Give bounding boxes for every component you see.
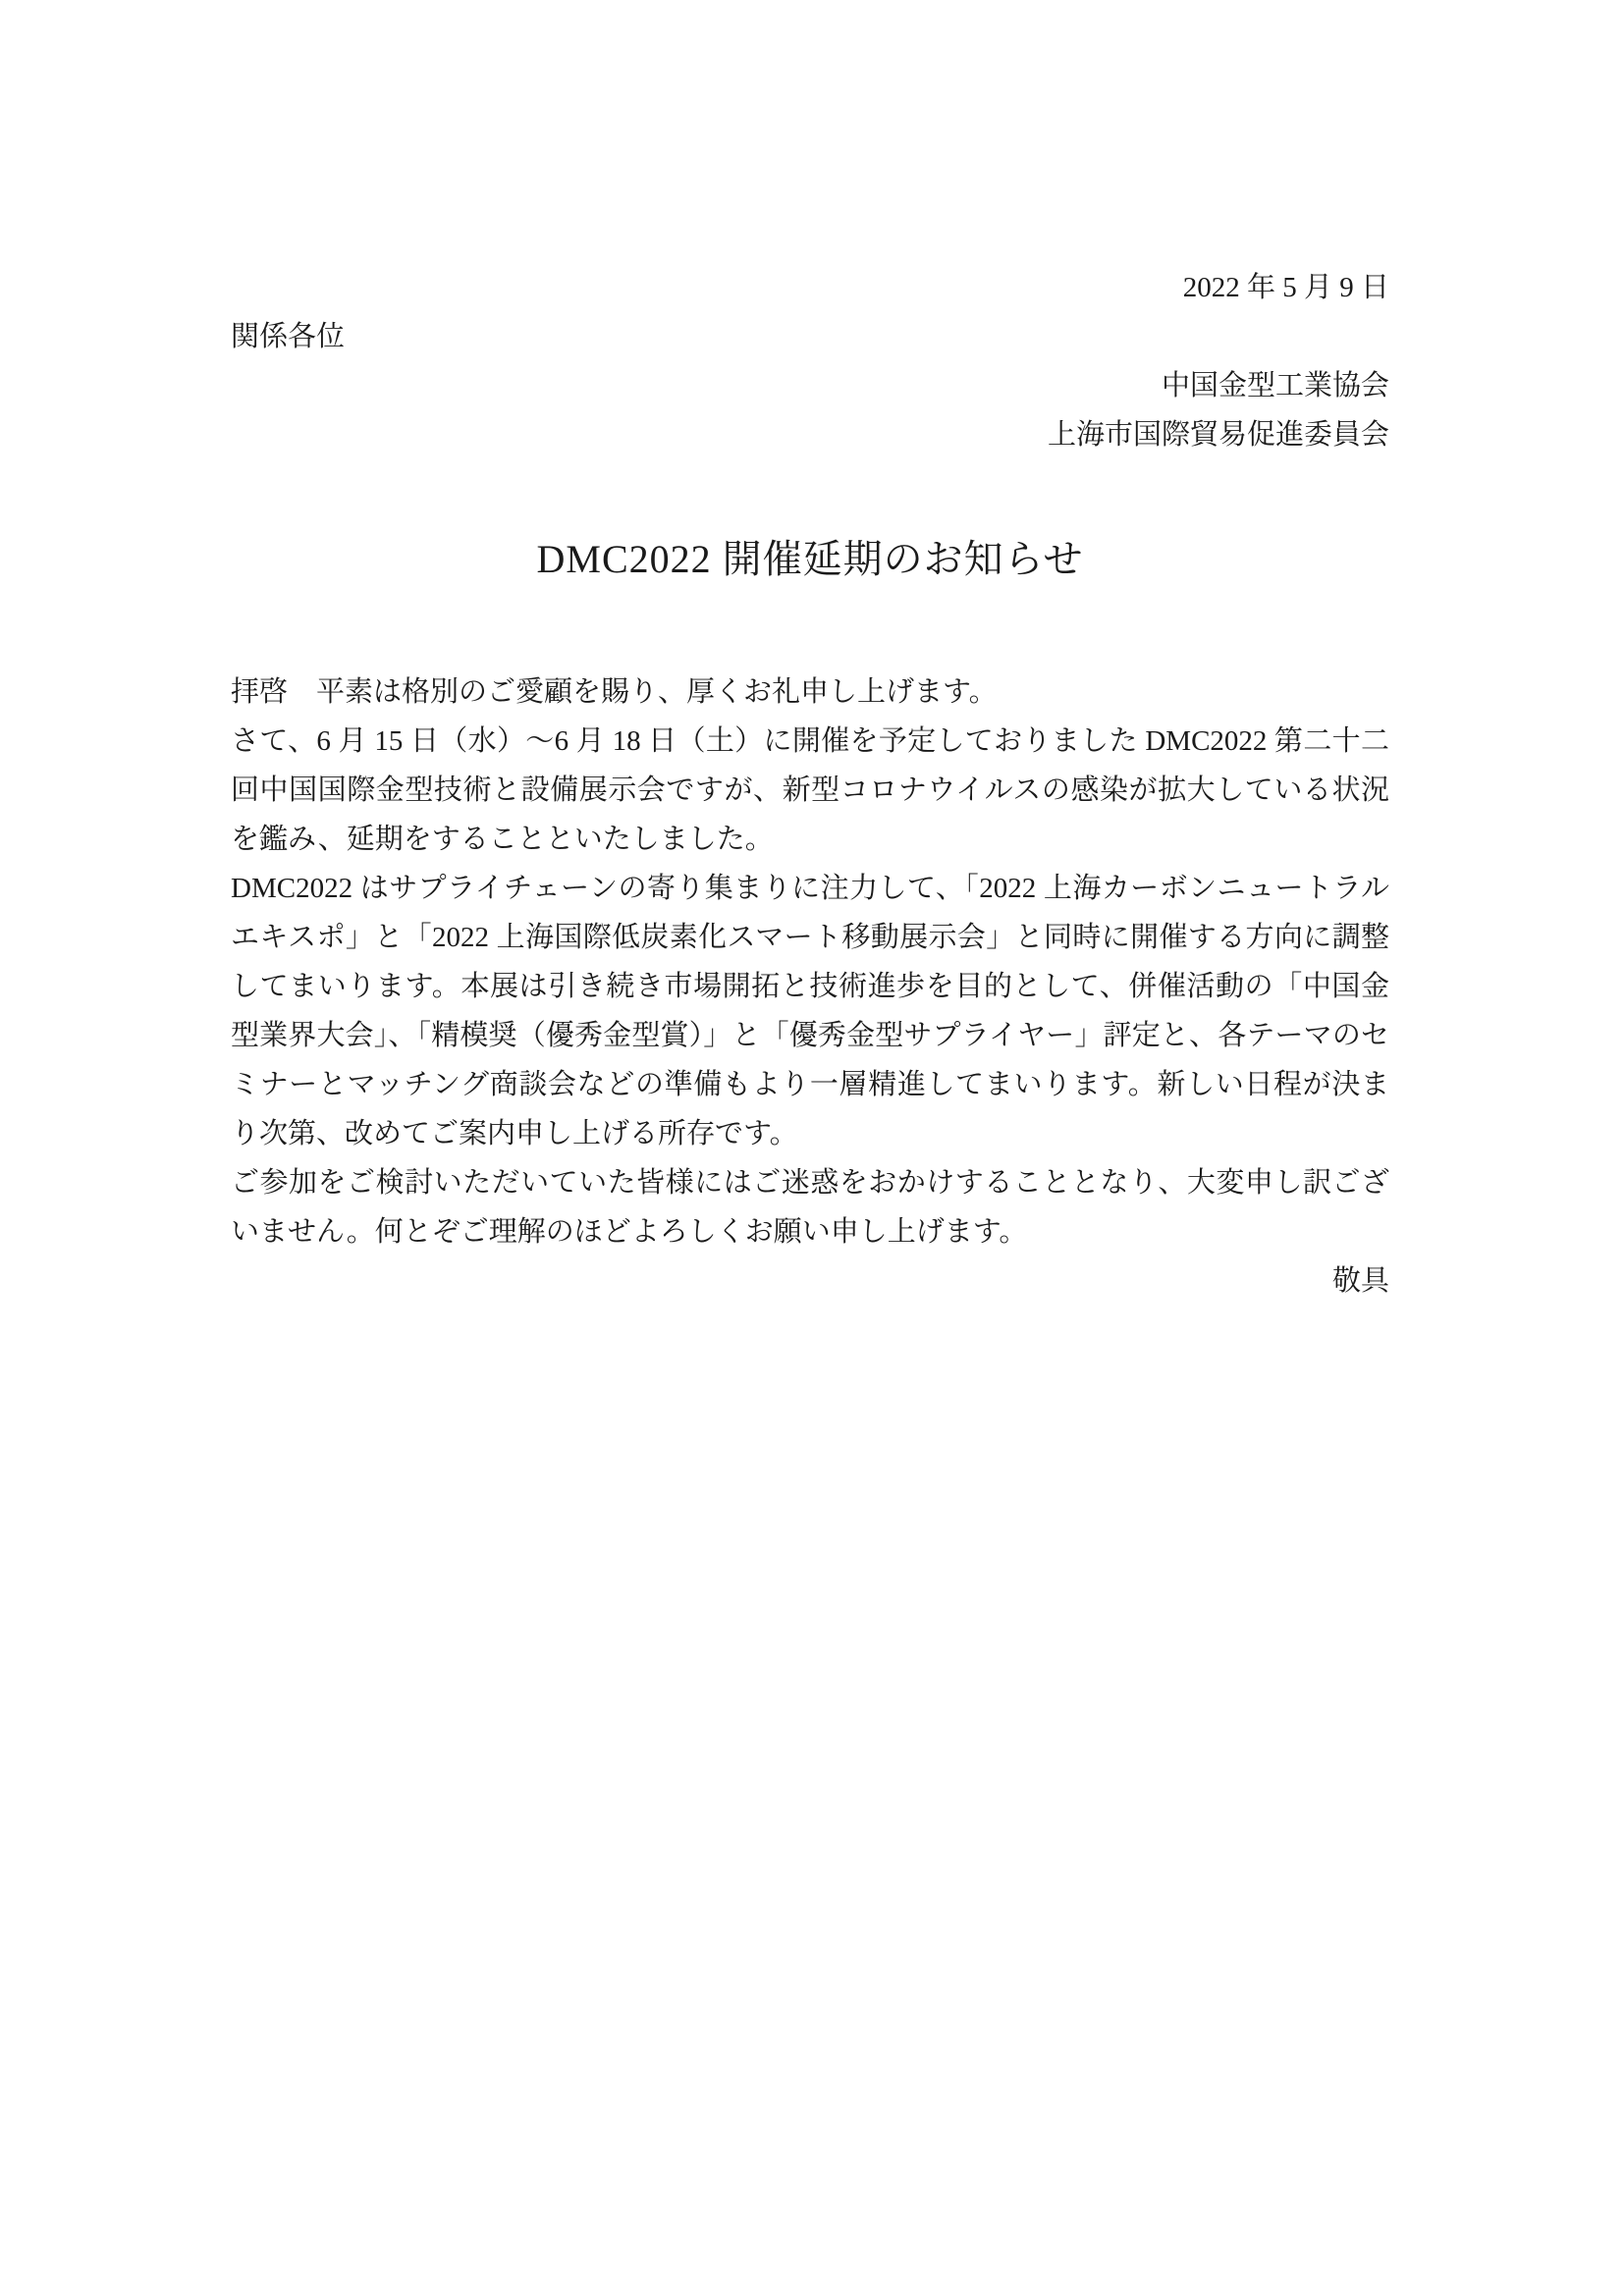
- paragraph-greeting: 拝啓 平素は格別のご愛顧を賜り、厚くお礼申し上げます。: [231, 676, 998, 708]
- closing-keigu: 敬具: [1331, 1265, 1389, 1297]
- paragraph-future-plans: DMC2022 はサプライチェーンの寄り集まりに注力して、「2022 上海カーボンニュートラルエキスポ」と「2022 上海国際低炭素化スマート移動展示会」と同時に開催する方向に調整してまいります。本展は引き続き市場開拓と技術進歩を目的として、併催活動の「中国金型業界大会」、「精模奨（優秀金型賞）」と「優秀金型サプライヤー」評定と、各テーマのセミナーとマッチング商談会などの準備もより一層精進してまいります。新しい日程が決まり次第、改めてご案内申し上げる所存です。: [231, 873, 1389, 1149]
- letter-title: DMC2022 開催延期のお知らせ: [536, 537, 1084, 581]
- letter-content: [231, 263, 1389, 1306]
- recipient: 関係各位: [231, 321, 346, 352]
- paragraph-postponement-notice: さて、6 月 15 日（水）～6 月 18 日（土）に開催を予定しておりました DMC2022 第二十二回中国国際金型技術と設備展示会ですが、新型コロナウイルスの感染が拡大している状況を鑑み、延期をすることといたしました。: [231, 725, 1389, 855]
- sender-committee: 上海市国際貿易促進委員会: [1047, 419, 1389, 451]
- paragraph-apology: ご参加をご検討いただいていた皆様にはご迷惑をおかけすることとなり、大変申し訳ございません。何とぞご理解のほどよろしくお願い申し上げます。: [231, 1167, 1389, 1248]
- sender-association: 中国金型工業協会: [1161, 370, 1389, 401]
- letter-date: 2022 年 5 月 9 日: [1182, 272, 1389, 303]
